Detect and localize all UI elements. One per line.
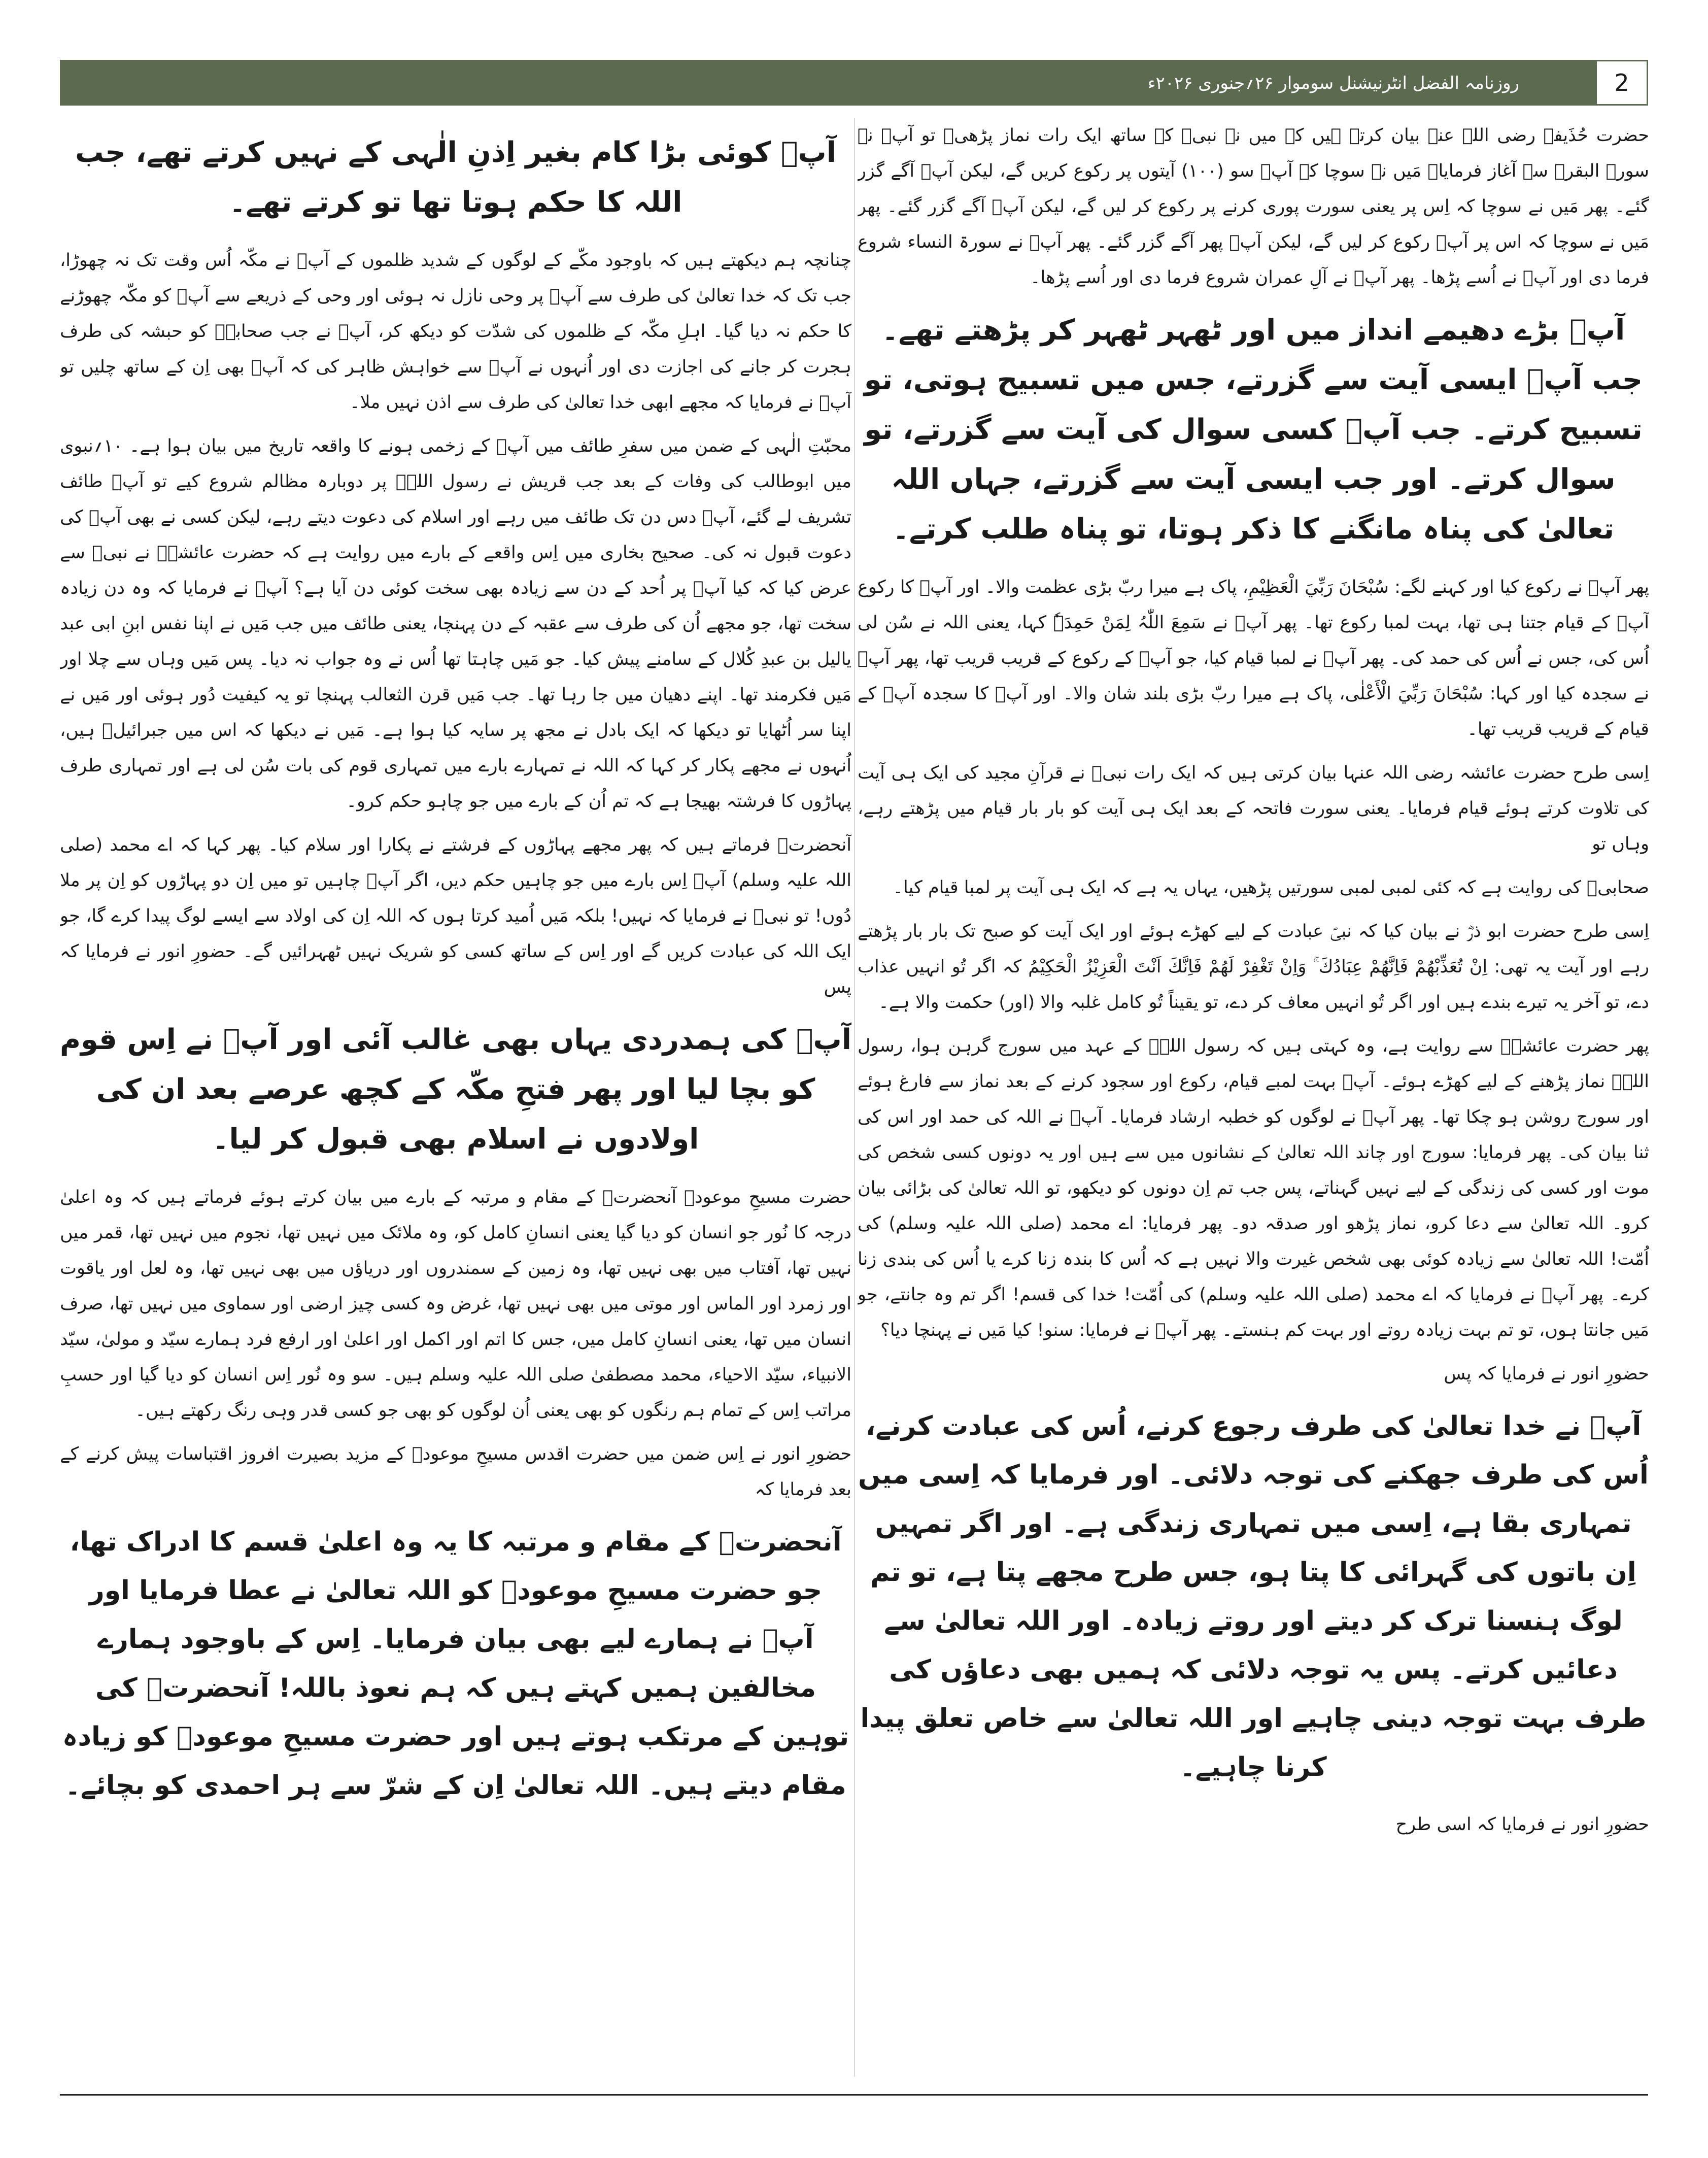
paragraph: پھر آپؐ نے رکوع کیا اور کہنے لگے: سُبْحَانَ رَبِّيَ الْعَظِيْمِ، پاک ہے میرا ربّ بڑی عظمت والا۔ اور آپؐ کا رکوع آپؐ کے قیام جتنا ہی تھا، بہت لمبا رکوع تھا۔ پھر آپؐ نے سَمِعَ اللّٰہُ لِمَنْ حَمِدَہٗ کہا، یعنی اللہ نے سُن لی اُس کی، جس نے اُس کی حمد کی۔ پھر آپؐ نے لمبا قیام کیا، جو آپؐ کے رکوع کے قریب قریب تھا، پھر آپؐ نے سجدہ کیا اور کہا: سُبْحَانَ رَبِّيَ الْأَعْلٰى، پاک ہے میرا ربّ بڑی بلند شان والا۔ اور آپؐ کا سجدہ آپؐ کے قیام کے قریب قریب تھا۔ xyxy=(858,577,1649,739)
paragraph: حضورِ انور نے فرمایا کہ پس xyxy=(1444,1364,1649,1384)
paragraph: صحابیؓ کی روایت ہے کہ کئی لمبی لمبی سورتیں پڑھیں، یہاں یہ ہے کہ ایک ہی آیت پر لمبا قیام کیا۔ xyxy=(893,878,1649,898)
column-divider xyxy=(854,118,855,2077)
pull-quote: آپؐ کی ہمدردی یہاں بھی غالب آئی اور آپؐ نے اِس قوم کو بچا لیا اور پھر فتحِ مکّہ کے کچھ عرصے بعد ان کی اولادوں نے اسلام بھی قبول کر لیا۔ xyxy=(60,1023,851,1156)
paragraph: حضرت مسیحِ موعودؑ آنحضرتؐ کے مقام و مرتبہ کے بارے میں بیان کرتے ہوئے فرماتے ہیں کہ وہ اعلیٰ درجہ کا نُور جو انسان کو دیا گیا یعنی انسانِ کامل کو، وہ ملائک میں نہیں تھا، نجوم میں نہیں تھا، قمر میں نہیں تھا، آفتاب میں بھی نہیں تھا، وہ زمین کے سمندروں اور دریاؤں میں بھی نہیں تھا، وہ لعل اور یاقوت اور زمرد اور الماس اور موتی میں بھی نہیں تھا، غرض وہ کسی چیز ارضی اور سماوی میں نہیں تھا، صرف انسان میں تھا، یعنی انسانِ کامل میں، جس کا اتم اور اکمل اور اعلیٰ اور ارفع فرد ہمارے سیّد و مولیٰ، سیّد الانبیاء، سیّد الاحیاء، محمد مصطفیٰ صلی اللہ علیہ وسلم ہیں۔ سو وہ نُور اِس انسان کو دیا گیا اور حسبِ مراتب اِس کے تمام ہم رنگوں کو بھی یعنی اُن لوگوں کو بھی جو کسی قدر وہی رنگ رکھتے ہیں۔ xyxy=(60,1187,851,1421)
paragraph: اِسی طرح حضرت ابو ذرؓ نے بیان کیا کہ نبیؐ عبادت کے لیے کھڑے ہوئے اور ایک آیت کو صبح تک بار بار پڑھتے رہے اور آیت یہ تھی: اِنْ تُعَذِّبْهُمْ فَاِنَّهُمْ عِبَادُكَ ۚ وَاِنْ تَغْفِرْ لَهُمْ فَاِنَّكَ اَنْتَ الْعَزِيْزُ الْحَكِيْمُ کہ اگر تُو انہیں عذاب دے، تو آخر یہ تیرے بندے ہیں اور اگر تُو انہیں معاف کر دے، تو یقیناً تُو کامل غلبہ والا (اور) حکمت والا ہے۔ xyxy=(858,921,1649,1013)
paragraph: محبّتِ الٰہی کے ضمن میں سفرِ طائف میں آپؐ کے زخمی ہونے کا واقعہ تاریخ میں بیان ہوا ہے۔ ۱۰؍نبوی میں ابوطالب کی وفات کے بعد جب قریش نے رسول اللہؐ پر دوبارہ مظالم شروع کیے تو آپؐ طائف تشریف لے گئے، آپؐ دس دن تک طائف میں رہے اور اسلام کی دعوت دیتے رہے، لیکن کسی نے بھی آپؐ کی دعوت قبول نہ کی۔ صحیح بخاری میں اِس واقعے کے بارے میں روایت ہے کہ حضرت عائشہؓ نے نبیؐ سے عرض کیا کہ کیا آپؐ پر اُحد کے دن سے زیادہ بھی سخت کوئی دن آیا ہے؟ آپؐ نے فرمایا کہ وہ دن زیادہ سخت تھا، جو مجھے اُن کی طرف سے عقبہ کے دن پہنچا، یعنی طائف میں جب مَیں نے اپنا نفس ابنِ ابی عبد یالیل بن عبدِ کُلال کے سامنے پیش کیا۔ جو مَیں چاہتا تھا اُس نے وہ جواب نہ دیا۔ پس مَیں وہاں سے چلا اور مَیں فکرمند تھا۔ اپنے دھیان میں جا رہا تھا۔ جب مَیں قرن الثعالب پہنچا تو یہ کیفیت دُور ہوئی اور مَیں نے اپنا سر اُٹھایا تو دیکھا کہ ایک بادل نے مجھ پر سایہ کیا ہوا ہے۔ مَیں نے دیکھا کہ اس میں جبرائیلؑ ہیں، اُنہوں نے مجھے پکار کر کہا کہ اللہ نے تمہارے بارے میں تمہاری قوم کی بات سُن لی ہے اور تمہاری طرف پہاڑوں کا فرشتہ بھیجا ہے کہ تم اُن کے بارے میں جو چاہو حکم کرو۔ xyxy=(60,436,851,812)
paragraph: پھر حضرت عائشہؓ سے روایت ہے، وہ کہتی ہیں کہ رسول اللہؐ کے عہد میں سورج گرہن ہوا، رسول اللہؐ نماز پڑھنے کے لیے کھڑے ہوئے۔ آپؐ بہت لمبے قیام، رکوع اور سجود کرنے کے بعد نماز سے فارغ ہوئے اور سورج روشن ہو چکا تھا۔ پھر آپؐ نے لوگوں کو خطبہ ارشاد فرمایا۔ آپؐ نے اللہ کی حمد اور اس کی ثنا بیان کی۔ پھر فرمایا: سورج اور چاند اللہ تعالیٰ کے نشانوں میں سے ہیں اور یہ دونوں کسی شخص کی موت اور کسی کی زندگی کے لیے نہیں گہناتے، پس جب تم اِن دونوں کو دیکھو، تو اللہ تعالیٰ کی بڑائی بیان کرو۔ اللہ تعالیٰ سے دعا کرو، نماز پڑھو اور صدقہ دو۔ پھر فرمایا: اے محمد (صلی اللہ علیہ وسلم) کی اُمّت! اللہ تعالیٰ سے زیادہ کوئی بھی شخص غیرت والا نہیں ہے کہ اُس کا بندہ زنا کرے یا اُس کی بندی زنا کرے۔ پھر آپؐ نے فرمایا کہ اے محمد (صلی اللہ علیہ وسلم) کی اُمّت! خدا کی قسم! اگر تم وہ جانتے، جو مَیں جانتا ہوں، تو تم بہت زیادہ روتے اور بہت کم ہنستے۔ پھر آپؐ نے فرمایا: سنو! کیا مَیں نے پہنچا دیا؟ xyxy=(858,1036,1649,1340)
left-column xyxy=(60,118,851,2077)
pull-quote: آپؐ کوئی بڑا کام بغیر اِذنِ الٰہی کے نہیں کرتے تھے، جب اللہ کا حکم ہوتا تھا تو کرتے تھے۔ xyxy=(75,136,836,219)
page-number: 2 xyxy=(1595,60,1648,106)
paragraph: حضورِ انور نے فرمایا کہ اسی طرح xyxy=(1395,1814,1649,1835)
pull-quote: آنحضرتؐ کے مقام و مرتبہ کا یہ وہ اعلیٰ قسم کا ادراک تھا، جو حضرت مسیحِ موعودؑ کو اللہ تعالیٰ نے عطا فرمایا اور آپؑ نے ہمارے لیے بھی بیان فرمایا۔ اِس کے باوجود ہمارے مخالفین ہمیں کہتے ہیں کہ ہم نعوذ باللہ! آنحضرتؐ کی توہین کے مرتکب ہوتے ہیں اور حضرت مسیحِ موعودؑ کو زیادہ مقام دیتے ہیں۔ اللہ تعالیٰ اِن کے شرّ سے ہر احمدی کو بچائے۔ xyxy=(62,1527,849,1801)
paragraph: حضورِ انور نے اِس ضمن میں حضرت اقدس مسیحِ موعودؑ کے مزید بصیرت افروز اقتباسات پیش کرنے کے بعد فرمایا کہ xyxy=(60,1444,851,1500)
paragraph: حضرت حُذَیفہ رضی اللہ عنہ بیان کرتے ہیں کہ میں نے نبیؐ کے ساتھ ایک رات نماز پڑھی۔ تو آپؐ نے سورۃ البقرہ سے آغاز فرمایا۔ مَیں نے سوچا کہ آپؐ سو (۱۰۰) آیتوں پر رکوع کریں گے، لیکن آپؐ آگے گزر گئے۔ پھر مَیں نے سوچا کہ اِس پر یعنی سورت پوری کرنے پر رکوع کر لیں گے، لیکن آپؐ آگے گزر گئے۔ پھر مَیں نے سوچا کہ اس پر آپؐ رکوع کر لیں گے، لیکن آپؐ پھر آگے گزر گئے۔ پھر آپؐ نے سورۃ النساء شروع فرما دی اور آپؐ نے اُسے پڑھا۔ پھر آپؐ نے آلِ عمران شروع فرما دی اور اُسے پڑھا۔ xyxy=(858,125,1649,288)
masthead-bar xyxy=(60,60,1595,106)
paragraph: اِسی طرح حضرت عائشہ رضی اللہ عنہا بیان کرتی ہیں کہ ایک رات نبیؐ نے قرآنِ مجید کی ایک ہی آیت کی تلاوت کرتے ہوئے قیام فرمایا۔ یعنی سورت فاتحہ کے بعد ایک ہی آیت کو بار بار قیام میں پڑھتے رہے، وہاں تو xyxy=(858,763,1649,854)
pull-quote: آپؐ بڑے دھیمے انداز میں اور ٹھہر ٹھہر کر پڑھتے تھے۔ جب آپؐ ایسی آیت سے گزرتے، جس میں تسبیح ہوتی، تو تسبیح کرتے۔ جب آپؐ کسی سوال کی آیت سے گزرتے، تو سوال کرتے۔ اور جب ایسی آیت سے گزرتے، جہاں اللہ تعالیٰ کی پناہ مانگنے کا ذکر ہوتا، تو پناہ طلب کرتے۔ xyxy=(864,314,1643,546)
footer-rule xyxy=(60,2094,1648,2096)
masthead-title: روزنامہ الفضل انٹرنیشنل سوموار ۲۶؍جنوری ۲۰۲۶ء xyxy=(1147,73,1519,93)
pull-quote: آپؐ نے خدا تعالیٰ کی طرف رجوع کرنے، اُس کی عبادت کرنے، اُس کی طرف جھکنے کی توجہ دلائی۔ اور فرمایا کہ اِسی میں تمہاری بقا ہے، اِسی میں تمہاری زندگی ہے۔ اور اگر تمہیں اِن باتوں کی گہرائی کا پتا ہو، جس طرح مجھے پتا ہے، تو تم لوگ ہنسنا ترک کر دیتے اور روتے زیادہ۔ اور اللہ تعالیٰ سے دعائیں کرتے۔ پس یہ توجہ دلائی کہ ہمیں بھی دعاؤں کی طرف بہت توجہ دینی چاہیے اور اللہ تعالیٰ سے خاص تعلق پیدا کرنا چاہیے۔ xyxy=(858,1411,1649,1782)
right-column xyxy=(858,118,1649,2077)
paragraph: آنحضرتؐ فرماتے ہیں کہ پھر مجھے پہاڑوں کے فرشتے نے پکارا اور سلام کیا۔ پھر کہا کہ اے محمد (صلی اللہ علیہ وسلم) آپؐ اِس بارے میں جو چاہیں حکم دیں، اگر آپؐ چاہیں تو میں اِن دو پہاڑوں کو اِن پر ملا دُوں! تو نبیؐ نے فرمایا کہ نہیں! بلکہ مَیں اُمید کرتا ہوں کہ اللہ اِن کی اولاد سے ایسے لوگ پیدا کرے گا، جو ایک اللہ کی عبادت کریں گے اور اِس کے ساتھ کسی کو شریک نہیں ٹھہرائیں گے۔ حضورِ انور نے فرمایا کہ پس xyxy=(60,835,851,997)
paragraph: چنانچہ ہم دیکھتے ہیں کہ باوجود مکّے کے لوگوں کے شدید ظلموں کے آپؐ نے مکّہ اُس وقت تک نہ چھوڑا، جب تک کہ خدا تعالیٰ کی طرف سے آپؐ پر وحی نازل نہ ہوئی اور وحی کے ذریعے سے آپؐ کو مکّہ چھوڑنے کا حکم نہ دیا گیا۔ اہلِ مکّہ کے ظلموں کی شدّت کو دیکھ کر، آپؐ نے جب صحابہؓ کو حبشہ کی طرف ہجرت کر جانے کی اجازت دی اور اُنہوں نے آپؐ سے خواہش ظاہر کی کہ آپؐ بھی اِن کے ساتھ چلیں تو آپؐ نے فرمایا کہ مجھے ابھی خدا تعالیٰ کی طرف سے اذن نہیں ملا۔ xyxy=(60,250,851,413)
